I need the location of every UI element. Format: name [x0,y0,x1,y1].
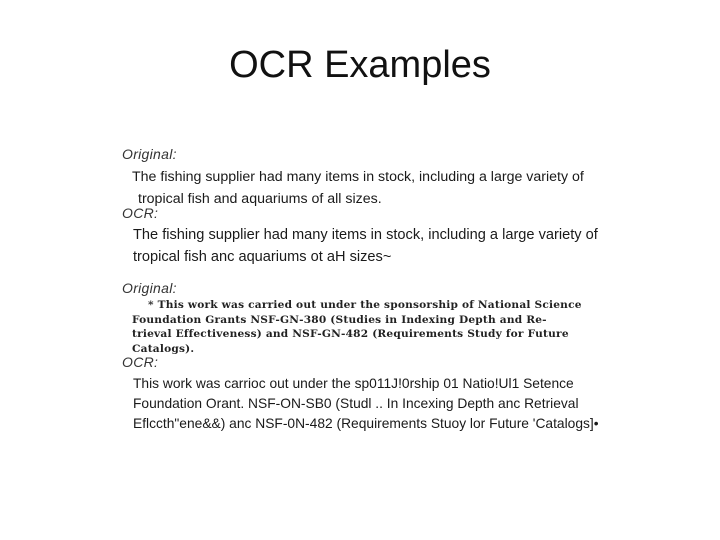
ocr-1-line-1: The fishing supplier had many items in stock, including a large variety of [133,227,598,243]
ocr-text-1 [133,224,598,268]
ocr-2-line-3: Eflccth"ene&&) anc NSF-0N-482 (Requirements Stuoy lor Future 'Catalogs]• [133,416,599,431]
original-1-line-2: tropical fish and aquariums of all sizes. [138,191,382,207]
original-label-2: Original: [122,280,177,296]
original-2-line-1: * This work was carried out under the sponsorship of National Science [148,299,582,311]
original-text-2 [132,298,582,356]
original-1-line-1: The fishing supplier had many items in stock, including a large variety of [132,169,584,185]
ocr-label-2: OCR: [122,354,159,370]
original-label-1: Original: [122,146,177,162]
original-text-1 [132,166,584,210]
ocr-2-line-2: Foundation Orant. NSF-ON-SB0 (Studl .. In Incexing Depth anc Retrieval [133,396,579,411]
ocr-text-2 [133,374,599,434]
ocr-2-line-1: This work was carrioc out under the sp011J!0rship 01 Natio!Ul1 Setence [133,376,574,391]
ocr-label-1: OCR: [122,205,159,221]
original-2-line-2: Foundation Grants NSF-GN-380 (Studies in Indexing Depth and Re- [132,313,547,326]
original-2-line-4: Catalogs). [132,342,195,355]
slide-title: OCR Examples [229,44,491,86]
ocr-1-line-2: tropical fish anc aquariums ot aH sizes~ [133,249,392,265]
original-2-line-3: trieval Effectiveness) and NSF-GN-482 (Requirements Study for Future [132,328,569,340]
